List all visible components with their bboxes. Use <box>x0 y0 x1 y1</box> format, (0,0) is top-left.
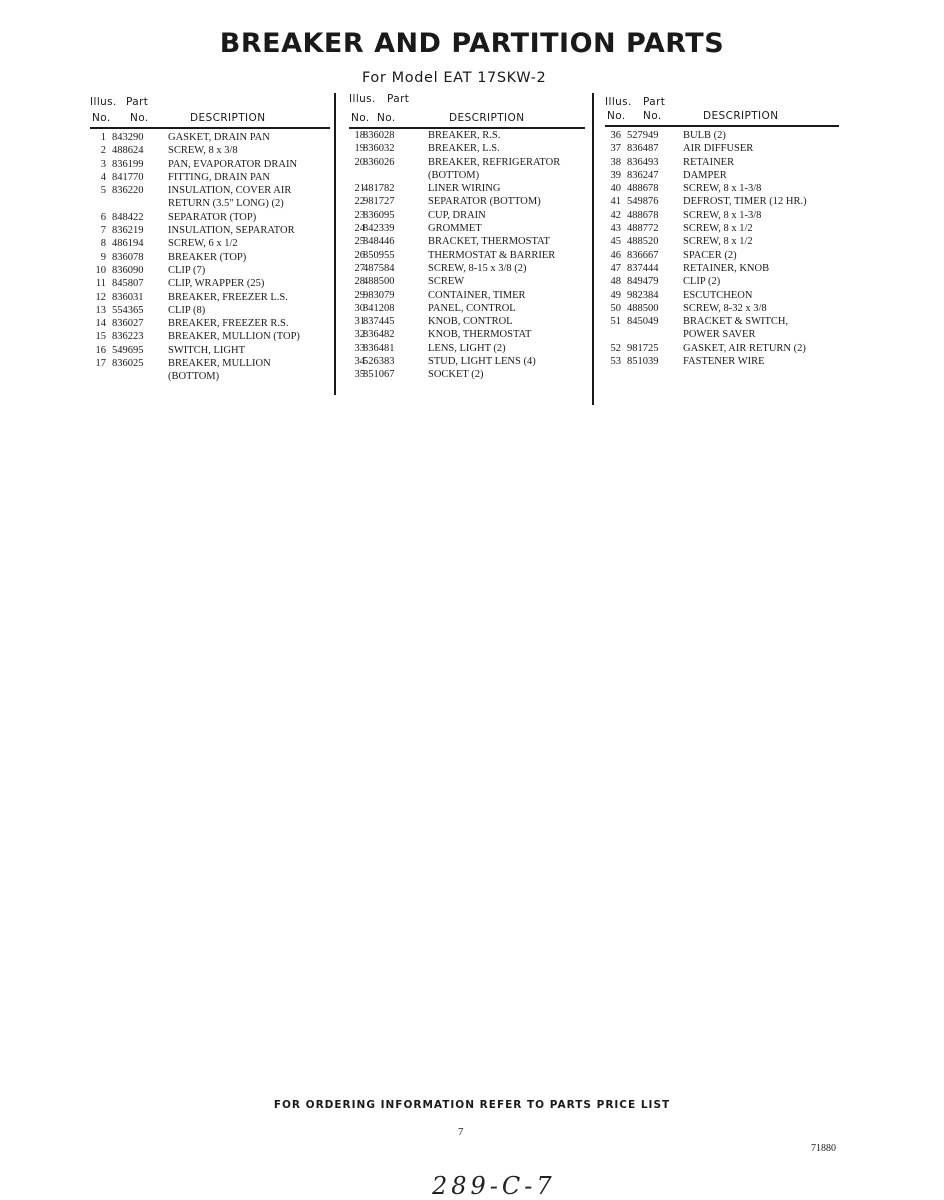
description-header: DESCRIPTION <box>190 112 266 124</box>
part-description: CLIP, WRAPPER (25) <box>168 278 265 290</box>
part-number: 837445 <box>363 316 395 328</box>
parts-row <box>605 276 839 289</box>
part-description: SCREW, 8 x 1-3/8 <box>683 209 762 221</box>
handwritten-annotation <box>428 1168 578 1200</box>
part-number: 836199 <box>112 158 144 170</box>
parts-list <box>349 130 585 383</box>
parts-row <box>90 252 330 265</box>
illus-number: 31 <box>354 316 365 328</box>
parts-row <box>90 212 330 225</box>
page-title: BREAKER AND PARTITION PARTS <box>219 28 725 59</box>
parts-row <box>349 236 585 249</box>
parts-row <box>349 263 585 276</box>
parts-row <box>605 316 839 329</box>
parts-row <box>349 356 585 369</box>
part-description: SCREW, 8-32 x 3/8 <box>683 302 767 314</box>
part-number: 982384 <box>627 289 659 301</box>
part-number: 849479 <box>627 276 659 288</box>
part-description: CONTAINER, TIMER <box>428 289 526 301</box>
part-description: KNOB, THERMOSTAT <box>428 329 532 341</box>
page-number: 7 <box>458 1126 464 1138</box>
illus-number: 49 <box>610 289 621 301</box>
illus-number: 5 <box>100 185 106 197</box>
parts-column-2 <box>349 93 585 383</box>
parts-column-1 <box>90 96 330 385</box>
part-number: 836220 <box>112 185 144 197</box>
header-rule <box>349 127 585 129</box>
part-description: SCREW, 8 x 1-3/8 <box>683 183 762 195</box>
illus-header: Illus. <box>605 96 632 108</box>
illus-header: Illus. <box>349 93 376 105</box>
parts-row <box>90 145 330 158</box>
part-description: SCREW, 6 x 1/2 <box>168 238 238 250</box>
document-number: 71880 <box>811 1143 836 1154</box>
parts-row <box>90 318 330 331</box>
ordering-footer: FOR ORDERING INFORMATION REFER TO PARTS PRICE LIST <box>273 1099 671 1111</box>
part-number: 851039 <box>627 356 659 368</box>
parts-row <box>349 316 585 329</box>
illus-number: 23 <box>354 209 365 221</box>
part-description: CLIP (7) <box>168 264 206 276</box>
part-number: 554365 <box>112 304 144 316</box>
description-header: DESCRIPTION <box>703 110 779 122</box>
parts-row <box>605 263 839 276</box>
parts-row <box>605 303 839 316</box>
part-description: DAMPER <box>683 169 727 181</box>
parts-row <box>349 143 585 156</box>
part-description: STUD, LIGHT LENS (4) <box>428 356 536 368</box>
header-rule <box>605 125 839 127</box>
part-number: 850955 <box>363 249 395 261</box>
part-description: SCREW, 8 x 1/2 <box>683 223 753 235</box>
description-header: DESCRIPTION <box>449 112 525 124</box>
part-number: 981725 <box>627 342 659 354</box>
part-description: FASTENER WIRE <box>683 356 765 368</box>
parts-row <box>605 356 839 369</box>
part-description: SWITCH, LIGHT <box>168 344 245 356</box>
parts-row <box>605 196 839 209</box>
parts-row <box>605 143 839 156</box>
part-description: SCREW, 8 x 3/8 <box>168 145 238 157</box>
part-no-header: No. <box>130 112 149 124</box>
illus-number: 32 <box>354 329 365 341</box>
illus-number: 20 <box>354 156 365 168</box>
part-number: 845049 <box>627 316 659 328</box>
illus-number: 29 <box>354 289 365 301</box>
part-number: 848422 <box>112 211 144 223</box>
part-description: CUP, DRAIN <box>428 209 486 221</box>
part-number: 836223 <box>112 331 144 343</box>
part-number: 836090 <box>112 264 144 276</box>
part-number: 843290 <box>112 132 144 143</box>
illus-number: 40 <box>610 183 621 195</box>
parts-row <box>349 329 585 342</box>
part-description: SCREW <box>428 276 465 288</box>
parts-row <box>349 250 585 263</box>
part-number: 836487 <box>627 143 659 155</box>
illus-number: 48 <box>610 276 621 288</box>
illus-number: 28 <box>354 276 365 288</box>
illus-number: 36 <box>610 130 621 141</box>
illus-number: 26 <box>354 249 365 261</box>
parts-row <box>90 371 330 384</box>
part-number: 983079 <box>363 289 395 301</box>
part-description: AIR DIFFUSER <box>683 143 754 155</box>
part-number: 836493 <box>627 156 659 168</box>
part-number: 848446 <box>363 236 395 248</box>
part-number: 836219 <box>112 225 144 237</box>
parts-row <box>90 358 330 371</box>
illus-number: 35 <box>354 369 365 381</box>
parts-row <box>90 278 330 291</box>
parts-row <box>349 303 585 316</box>
part-number: 527949 <box>627 130 659 141</box>
illus-number: 3 <box>100 158 106 170</box>
part-description: GASKET, AIR RETURN (2) <box>683 342 806 354</box>
parts-row <box>90 331 330 344</box>
part-description: RETAINER, KNOB <box>683 262 770 274</box>
parts-row <box>349 369 585 382</box>
part-description: FITTING, DRAIN PAN <box>168 171 270 183</box>
part-description: CLIP (2) <box>683 276 721 288</box>
parts-list <box>605 130 839 369</box>
parts-row <box>349 343 585 356</box>
part-no-header: No. <box>377 112 396 124</box>
part-description: KNOB, CONTROL <box>428 316 513 328</box>
part-number: 549876 <box>627 196 659 208</box>
part-description: THERMOSTAT & BARRIER <box>428 249 556 261</box>
part-number: 488500 <box>363 276 395 288</box>
part-number: 836667 <box>627 249 659 261</box>
parts-row <box>90 132 330 145</box>
illus-number: 15 <box>95 331 106 343</box>
part-number: 836482 <box>363 329 395 341</box>
illus-no-header: No. <box>351 112 370 124</box>
illus-number: 27 <box>354 262 365 274</box>
illus-number: 52 <box>610 342 621 354</box>
part-number: 841208 <box>363 302 395 314</box>
column-divider-1 <box>334 93 336 395</box>
parts-row <box>349 170 585 183</box>
part-number: 836031 <box>112 291 144 303</box>
parts-row <box>90 345 330 358</box>
parts-row <box>349 196 585 209</box>
parts-row <box>605 170 839 183</box>
part-number: 836481 <box>363 342 395 354</box>
illus-number: 11 <box>95 278 106 290</box>
illus-number: 43 <box>610 223 621 235</box>
column-header <box>349 93 585 127</box>
part-description: (BOTTOM) <box>168 371 220 383</box>
part-description: BRACKET & SWITCH, <box>683 316 789 328</box>
parts-row <box>349 290 585 303</box>
parts-row <box>605 223 839 236</box>
part-description: (BOTTOM) <box>428 169 480 181</box>
parts-row <box>605 210 839 223</box>
parts-row <box>349 276 585 289</box>
part-number: 488520 <box>627 236 659 248</box>
illus-number: 33 <box>354 342 365 354</box>
part-number: 981727 <box>363 196 395 208</box>
illus-number: 34 <box>354 356 365 368</box>
part-number: 488678 <box>627 183 659 195</box>
parts-row <box>90 159 330 172</box>
part-number: 488624 <box>112 145 144 157</box>
part-number: 836095 <box>363 209 395 221</box>
parts-row <box>90 292 330 305</box>
parts-row <box>90 225 330 238</box>
illus-no-header: No. <box>607 110 626 122</box>
part-number: 488772 <box>627 223 659 235</box>
parts-row <box>605 157 839 170</box>
part-no-header: No. <box>643 110 662 122</box>
illus-number: 38 <box>610 156 621 168</box>
part-number: 842339 <box>363 223 395 235</box>
illus-number: 42 <box>610 209 621 221</box>
part-description: RETAINER <box>683 156 735 168</box>
parts-list <box>90 132 330 385</box>
column-divider-2 <box>592 93 594 405</box>
part-description: BULB (2) <box>683 130 726 141</box>
illus-number: 17 <box>95 358 106 370</box>
illus-number: 16 <box>95 344 106 356</box>
part-number: 481782 <box>363 183 395 195</box>
parts-row <box>349 210 585 223</box>
parts-row <box>90 238 330 251</box>
parts-row <box>605 130 839 143</box>
illus-number: 25 <box>354 236 365 248</box>
part-description: BREAKER, MULLION <box>168 358 271 370</box>
part-description: BRACKET, THERMOSTAT <box>428 236 550 248</box>
part-header: Part <box>387 93 410 105</box>
parts-row <box>605 290 839 303</box>
part-number: 845807 <box>112 278 144 290</box>
parts-row <box>349 157 585 170</box>
handwritten-text: 289-C-7 <box>432 1172 556 1200</box>
illus-number: 47 <box>610 262 621 274</box>
part-description: LENS, LIGHT (2) <box>428 342 506 354</box>
part-description: INSULATION, COVER AIR <box>168 185 292 197</box>
illus-number: 19 <box>354 143 365 155</box>
part-number: 836032 <box>363 143 395 155</box>
part-number: 488678 <box>627 209 659 221</box>
illus-number: 22 <box>354 196 365 208</box>
illus-no-header: No. <box>92 112 111 124</box>
part-number: 836026 <box>363 156 395 168</box>
illus-number: 14 <box>95 318 106 330</box>
part-number: 836028 <box>363 130 395 141</box>
parts-row <box>349 183 585 196</box>
part-description: SPACER (2) <box>683 249 737 261</box>
part-number: 836247 <box>627 169 659 181</box>
part-description: BREAKER, R.S. <box>428 130 501 141</box>
illus-number: 39 <box>610 169 621 181</box>
part-description: BREAKER (TOP) <box>168 251 247 263</box>
part-description: LINER WIRING <box>428 183 501 195</box>
illus-number: 18 <box>354 130 365 141</box>
illus-number: 46 <box>610 249 621 261</box>
part-description: PANEL, CONTROL <box>428 302 516 314</box>
illus-number: 51 <box>610 316 621 328</box>
part-number: 836027 <box>112 318 144 330</box>
part-description: POWER SAVER <box>683 329 756 341</box>
parts-row <box>90 265 330 278</box>
part-description: BREAKER, MULLION (TOP) <box>168 331 300 343</box>
illus-number: 45 <box>610 236 621 248</box>
illus-number: 9 <box>100 251 106 263</box>
parts-row <box>605 329 839 342</box>
illus-header: Illus. <box>90 96 117 108</box>
parts-row <box>605 183 839 196</box>
parts-row <box>605 236 839 249</box>
parts-row <box>90 198 330 211</box>
part-number: 488500 <box>627 302 659 314</box>
parts-row <box>349 223 585 236</box>
part-description: BREAKER, FREEZER L.S. <box>168 291 288 303</box>
part-number: 851067 <box>363 369 395 381</box>
parts-column-3 <box>605 96 839 369</box>
part-description: BREAKER, L.S. <box>428 143 500 155</box>
header-rule <box>90 127 330 129</box>
model-subtitle: For Model EAT 17SKW-2 <box>362 70 547 86</box>
part-description: SEPARATOR (BOTTOM) <box>428 196 541 208</box>
illus-number: 12 <box>95 291 106 303</box>
parts-row <box>90 185 330 198</box>
parts-row <box>605 343 839 356</box>
part-description: RETURN (3.5" LONG) (2) <box>168 198 284 210</box>
part-number: 549695 <box>112 344 144 356</box>
part-description: ESCUTCHEON <box>683 289 753 301</box>
part-number: 836078 <box>112 251 144 263</box>
part-description: BREAKER, REFRIGERATOR <box>428 156 561 168</box>
part-description: SCREW, 8-15 x 3/8 (2) <box>428 262 527 274</box>
part-number: 526383 <box>363 356 395 368</box>
part-description: BREAKER, FREEZER R.S. <box>168 318 289 330</box>
part-description: SEPARATOR (TOP) <box>168 211 257 223</box>
illus-number: 10 <box>95 264 106 276</box>
illus-number: 53 <box>610 356 621 368</box>
part-header: Part <box>126 96 149 108</box>
part-number: 487584 <box>363 262 395 274</box>
illus-number: 37 <box>610 143 621 155</box>
parts-row <box>349 130 585 143</box>
part-description: GROMMET <box>428 223 482 235</box>
illus-number: 30 <box>354 302 365 314</box>
part-header: Part <box>643 96 666 108</box>
illus-number: 6 <box>100 211 106 223</box>
column-header <box>605 96 839 130</box>
illus-number: 7 <box>100 225 106 237</box>
illus-number: 41 <box>610 196 621 208</box>
part-description: SOCKET (2) <box>428 369 484 381</box>
illus-number: 21 <box>354 183 365 195</box>
illus-number: 8 <box>100 238 106 250</box>
part-number: 837444 <box>627 262 659 274</box>
illus-number: 1 <box>100 132 106 143</box>
illus-number: 24 <box>354 223 365 235</box>
parts-row <box>90 305 330 318</box>
part-number: 836025 <box>112 358 144 370</box>
illus-number: 2 <box>100 145 106 157</box>
part-number: 486194 <box>112 238 144 250</box>
illus-number: 50 <box>610 302 621 314</box>
part-description: PAN, EVAPORATOR DRAIN <box>168 158 298 170</box>
column-header <box>90 96 330 130</box>
illus-number: 13 <box>95 304 106 316</box>
part-description: GASKET, DRAIN PAN <box>168 132 270 143</box>
parts-row <box>90 172 330 185</box>
part-description: CLIP (8) <box>168 304 206 316</box>
parts-row <box>605 250 839 263</box>
part-description: INSULATION, SEPARATOR <box>168 225 295 237</box>
part-description: SCREW, 8 x 1/2 <box>683 236 753 248</box>
part-number: 841770 <box>112 171 144 183</box>
illus-number: 4 <box>100 171 106 183</box>
part-description: DEFROST, TIMER (12 HR.) <box>683 196 807 208</box>
